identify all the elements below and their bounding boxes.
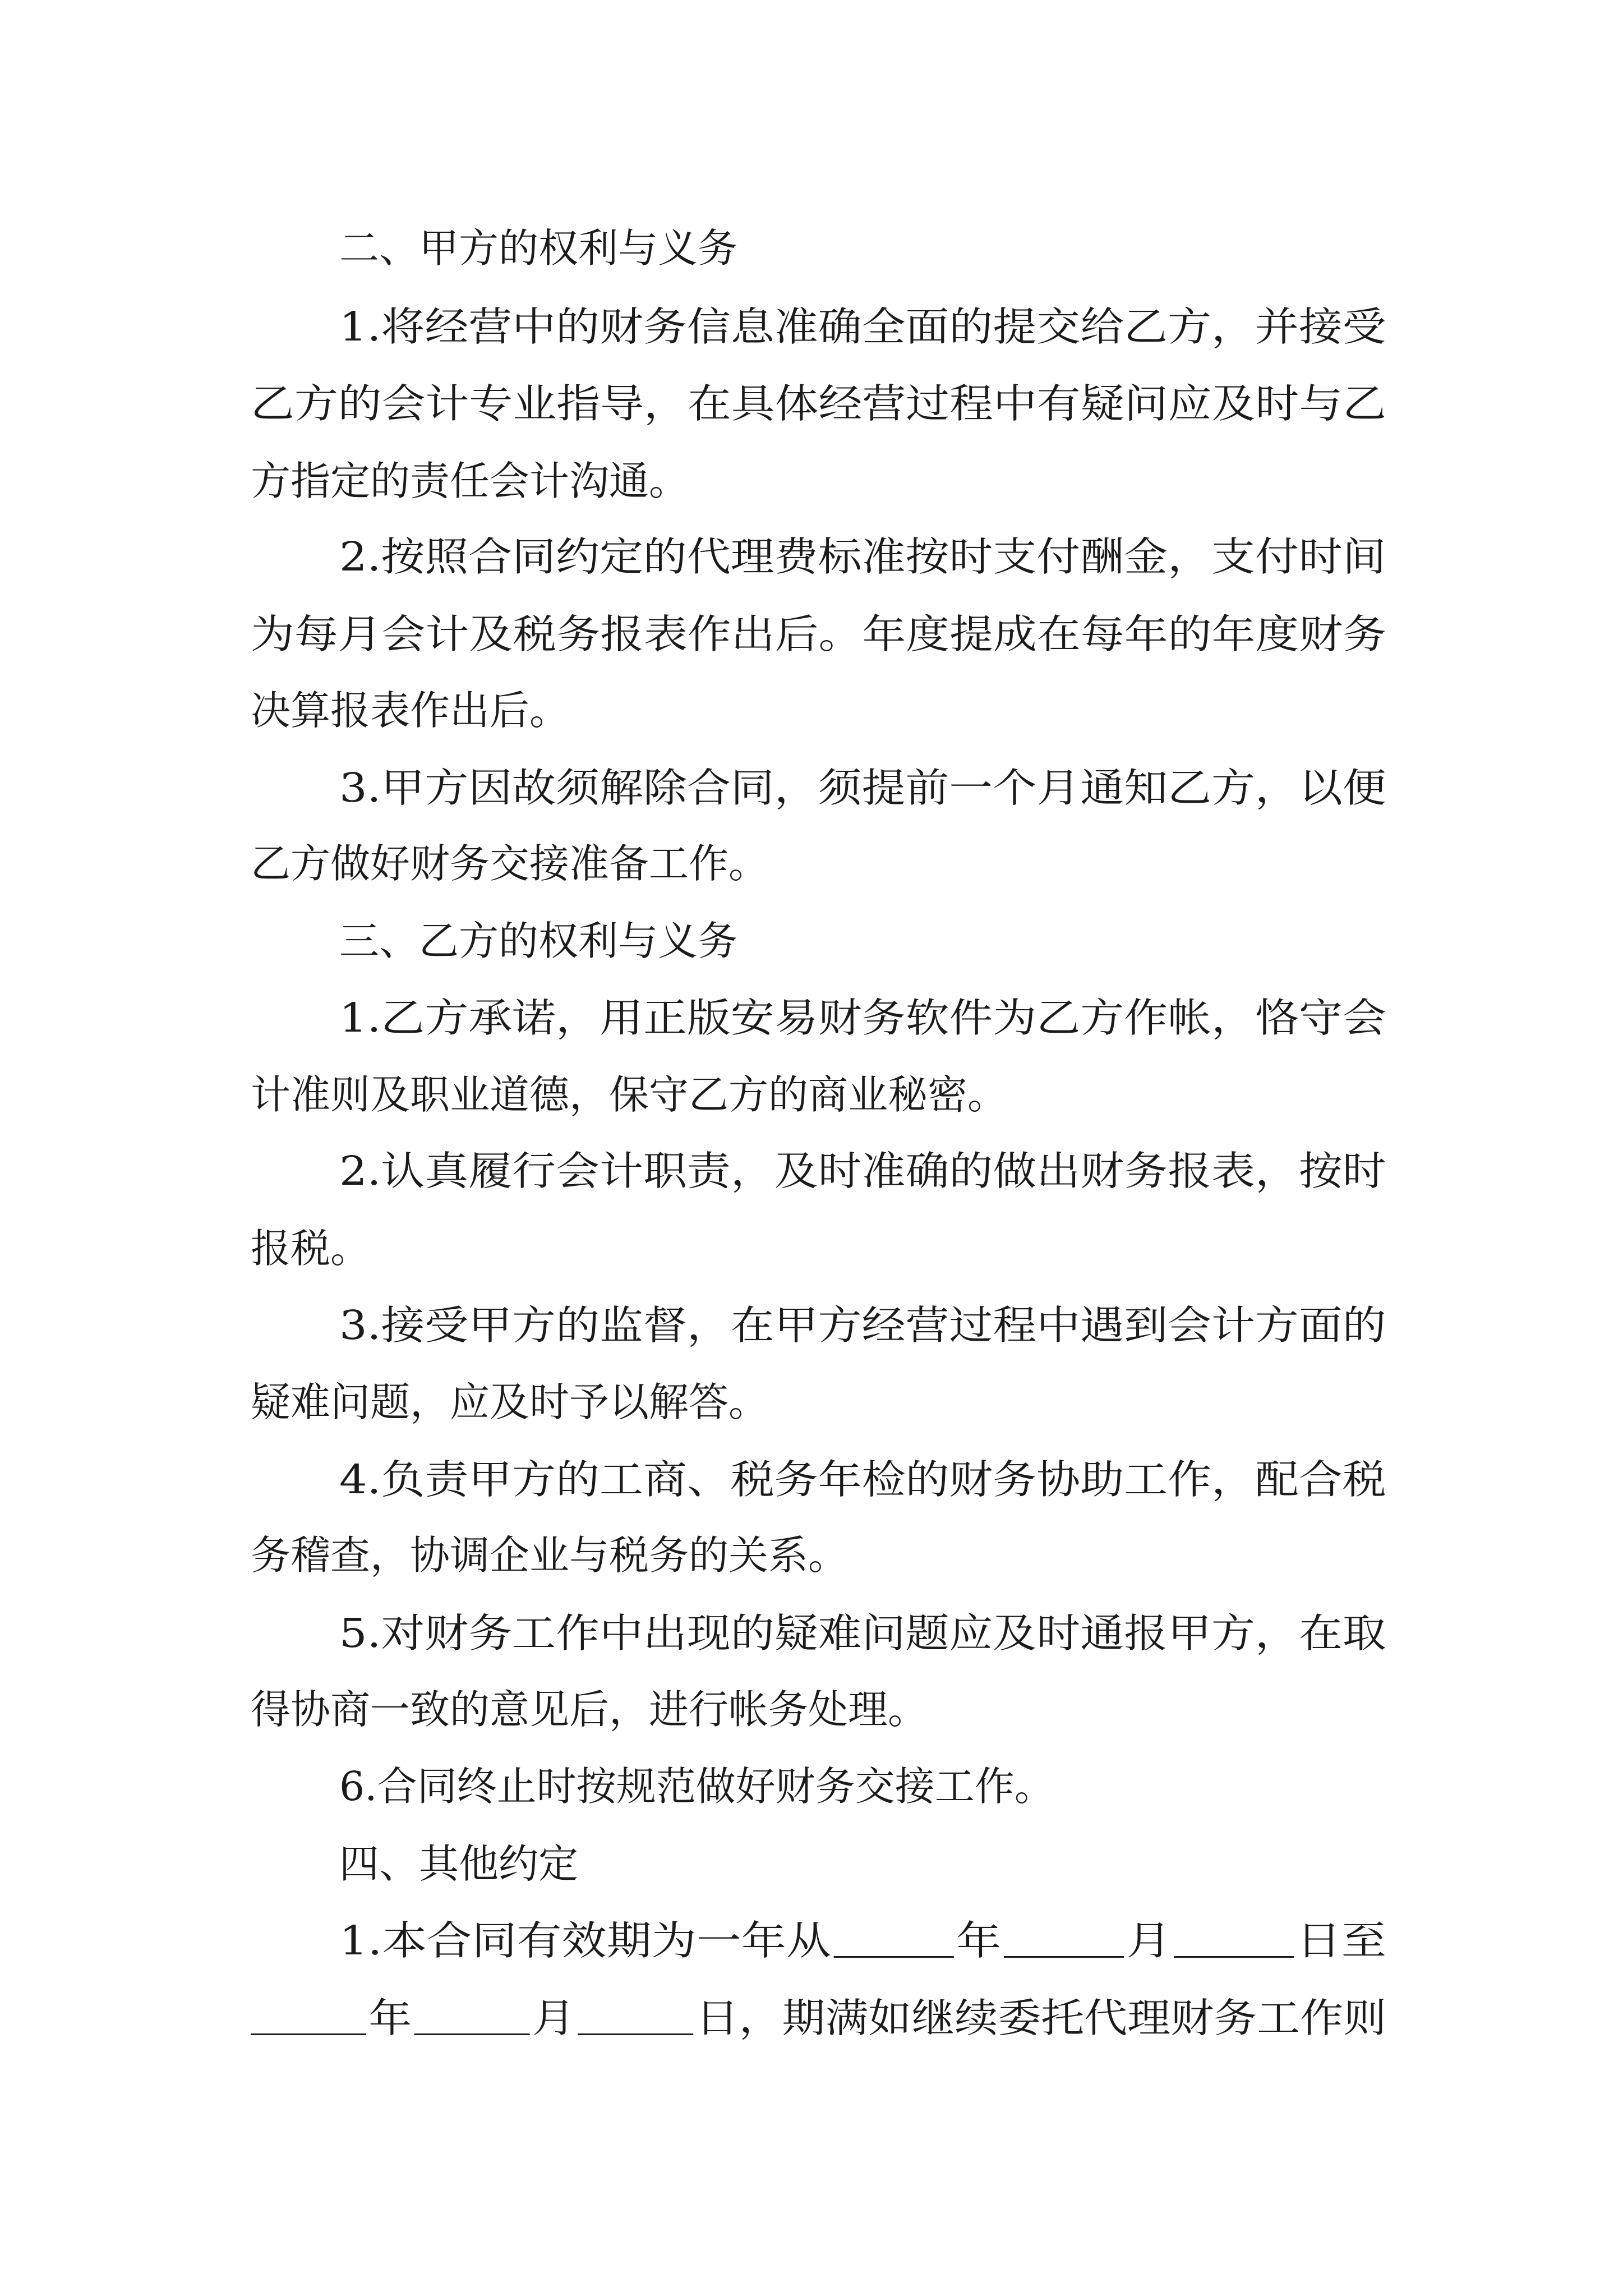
- paragraph-line: 4.负责甲方的工商、税务年检的财务协助工作，配合税: [339, 1456, 1386, 1503]
- paragraph-line: 乙方做好财务交接准备工作。: [251, 840, 769, 887]
- paragraph-line: 计准则及职业道德，保守乙方的商业秘密。: [251, 1071, 1008, 1118]
- year-label: 年: [956, 1917, 1002, 1964]
- paragraph-line: 报税。: [251, 1225, 371, 1272]
- end-day-blank[interactable]: [578, 2033, 693, 2035]
- term-clause-line-2: [251, 1991, 1386, 2045]
- day-blank[interactable]: [1174, 1956, 1294, 1958]
- end-year-blank[interactable]: [251, 2033, 366, 2035]
- paragraph-line: 得协商一致的意见后，进行帐务处理。: [251, 1686, 928, 1733]
- paragraph-line: 2.认真履行会计职责，及时准确的做出财务报表，按时: [339, 1148, 1386, 1194]
- paragraph-line: 1.乙方承诺，用正版安易财务软件为乙方作帐，恪守会: [339, 995, 1386, 1041]
- term-clause-intro: 1.本合同有效期为一年从: [339, 1917, 831, 1964]
- paragraph-line: 3.接受甲方的监督，在甲方经营过程中遇到会计方面的: [339, 1302, 1386, 1349]
- paragraph-line: 6.合同终止时按规范做好财务交接工作。: [339, 1763, 1054, 1810]
- month-blank[interactable]: [1004, 1956, 1124, 1958]
- section-heading-4: 四、其他约定: [339, 1841, 579, 1887]
- paragraph-line: 2.按照合同约定的代理费标准按时支付酬金，支付时间: [339, 533, 1386, 580]
- paragraph-line: 务稽查，协调企业与税务的关系。: [251, 1532, 849, 1579]
- paragraph-line: 方指定的责任会计沟通。: [251, 458, 689, 504]
- year-blank[interactable]: [833, 1956, 953, 1958]
- paragraph-line: 疑难问题，应及时予以解答。: [251, 1379, 769, 1425]
- end-month-blank[interactable]: [414, 2033, 530, 2035]
- term-clause-line-1: [339, 1914, 1386, 1968]
- section-heading-3: 三、乙方的权利与义务: [339, 918, 738, 964]
- day-to-label: 日至: [1296, 1917, 1386, 1964]
- end-month-label: 月: [532, 1995, 575, 2041]
- paragraph-line: 决算报表作出后。: [251, 687, 570, 734]
- paragraph-line: 1.将经营中的财务信息准确全面的提交给乙方，并接受: [339, 303, 1386, 350]
- section-heading-2: 二、甲方的权利与义务: [339, 225, 738, 272]
- paragraph-line: 3.甲方因故须解除合同，须提前一个月通知乙方，以便: [339, 765, 1386, 811]
- term-clause-rest: 日，期满如继续委托代理财务工作则: [695, 1995, 1387, 2041]
- paragraph-line: 5.对财务工作中出现的疑难问题应及时通报甲方，在取: [339, 1610, 1386, 1657]
- paragraph-line: 为每月会计及税务报表作出后。年度提成在每年的年度财务: [251, 611, 1387, 657]
- end-year-label: 年: [368, 1995, 412, 2041]
- month-label: 月: [1126, 1917, 1172, 1964]
- paragraph-line: 乙方的会计专业指导，在具体经营过程中有疑问应及时与乙: [251, 380, 1387, 427]
